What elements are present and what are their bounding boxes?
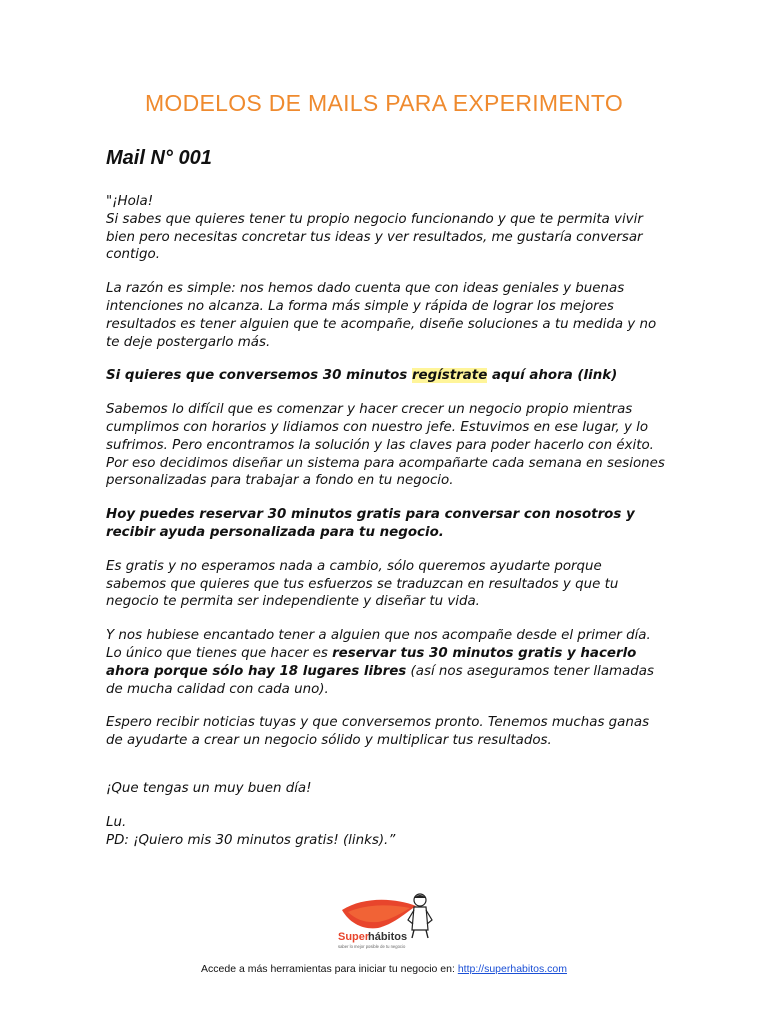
cta-reserve: Hoy puedes reservar 30 minutos gratis para conversar con nosotros y recibir ayuda personalizada para tu negocio. [106, 507, 635, 540]
postscript: PD: ¡Quiero mis 30 minutos gratis! (links).” [106, 832, 396, 848]
paragraph-greeting [106, 193, 666, 264]
logo-name-super: Super [338, 931, 370, 943]
paragraph-free: Es gratis y no esperamos nada a cambio, sólo queremos ayudarte porque sabemos que quieres que tus esfuerzos se traduzcan en resultados y que tu negocio te permita ser independiente y diseñar tu vida. [106, 558, 619, 610]
footer-link[interactable]: http://superhabitos.com [457, 963, 567, 975]
action-bold: reservar tus 30 minutos gratis y hacerlo ahora porque sólo hay 18 lugares libres [106, 645, 637, 679]
story-text: Sabemos lo difícil que es comenzar y hacer crecer un negocio propio mientras cumplimos con horarios y lidiamos con nuestro jefe. Estuvimos en ese lugar, y lo sufrimos. Pero encontramos la solución y las claves para poder hacerlo con éxito. [106, 402, 654, 453]
mail-body [106, 193, 666, 865]
greeting-line: "¡Hola! [106, 194, 154, 209]
signature: Lu. [106, 814, 127, 830]
superhabitos-logo [334, 890, 438, 952]
paragraph-story [106, 401, 666, 490]
footer [0, 963, 768, 975]
story-system: Por eso decidimos diseñar un sistema para acompañarte cada semana en sesiones personalizadas para trabajar a fondo en tu negocio. [106, 455, 665, 489]
paragraph-hope: Espero recibir noticias tuyas y que conversemos pronto. Tenemos muchas ganas de ayudarte a crear un negocio sólido y multiplicar tus resultados. [106, 715, 650, 749]
cta-register-after: aquí ahora (link) [487, 368, 618, 384]
footer-text: Accede a más herramientas para iniciar tu negocio en: [201, 963, 458, 975]
logo-name-habitos: hábitos [368, 931, 408, 943]
cta-register [106, 367, 666, 385]
mail-heading: Mail N° 001 [106, 147, 212, 169]
action-before: Lo único que tienes que hacer es [106, 645, 333, 661]
superhero-icon [334, 890, 438, 952]
document-title: MODELOS DE MAILS PARA EXPERIMENTO [144, 90, 624, 116]
closing-line: ¡Que tengas un muy buen día! [106, 780, 312, 796]
signature-block [106, 814, 666, 850]
greeting-text: Si sabes que quieres tener tu propio negocio funcionando y que te permita vivir bien pero necesitas concretar tus ideas y ver resultados, me gustaría conversar contigo. [106, 211, 643, 263]
action-after: (así nos aseguramos tener llamadas de mucha calidad con cada uno). [106, 663, 654, 697]
action-intro: Y nos hubiese encantado tener a alguien que nos acompañe desde el primer día. [106, 628, 651, 644]
cta-register-before: Si quieres que conversemos 30 minutos [106, 368, 412, 384]
paragraph-action [106, 627, 666, 698]
logo-tagline: saber lo mejor posible de tu negocio [338, 944, 406, 949]
paragraph-reason: La razón es simple: nos hemos dado cuenta que con ideas geniales y buenas intenciones no alcanza. La forma más simple y rápida de lograr los mejores resultados es tener alguien que te acompañe, diseñe soluciones a tu medida y no te deje postergarlo más. [106, 281, 657, 350]
cta-register-highlight: regístrate [411, 368, 488, 384]
